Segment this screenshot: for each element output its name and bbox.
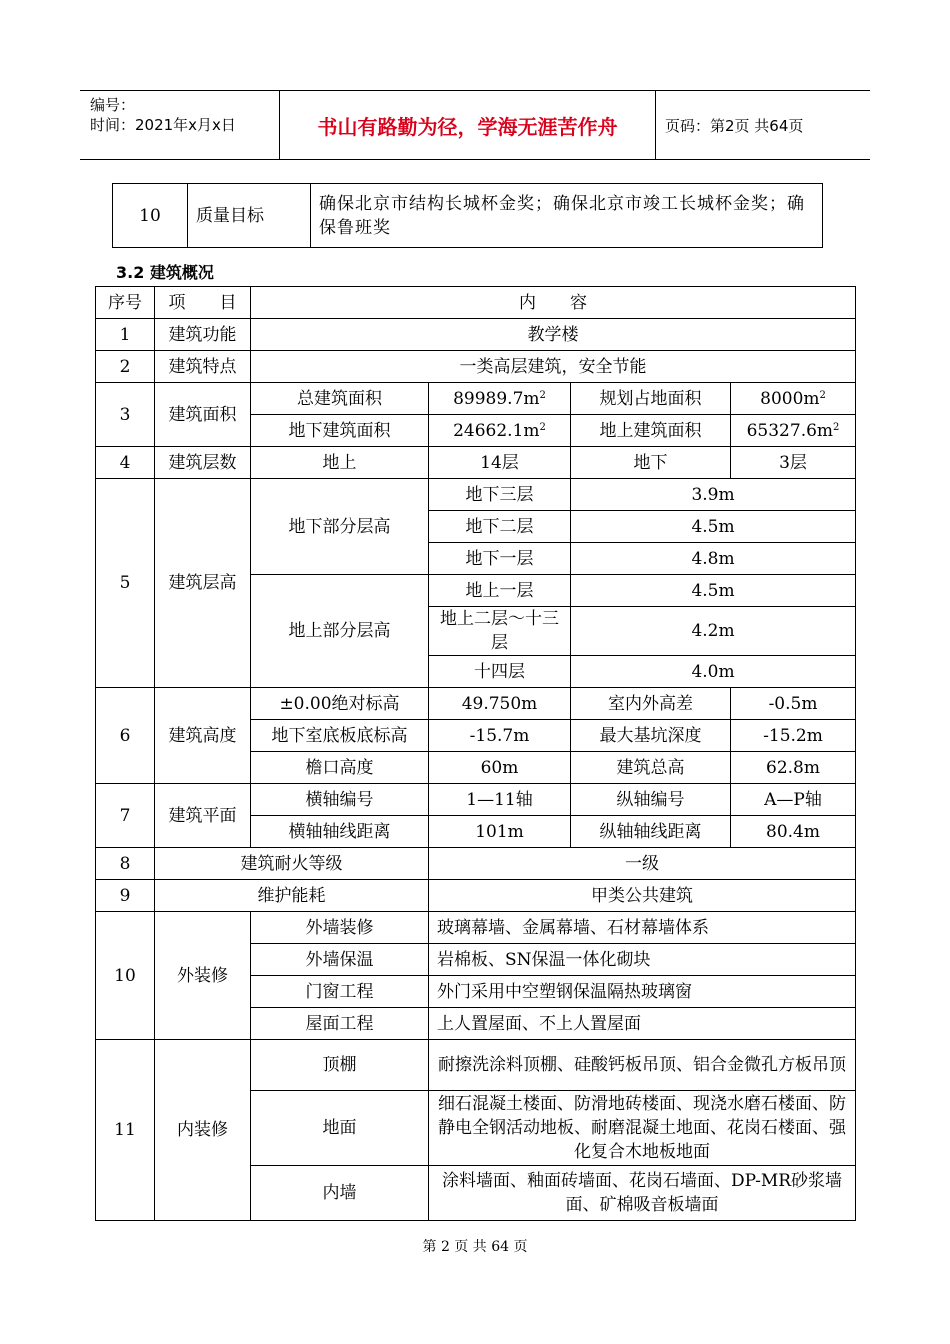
floor-label: 地上一层 [429, 575, 571, 607]
floor-height: 4.0m [571, 656, 856, 688]
header-page-label: 页码：第2页 共64页 [665, 116, 804, 135]
cell-value: 80.4m [731, 816, 856, 848]
row-number: 3 [96, 383, 155, 447]
cell-label: 纵轴编号 [571, 784, 731, 816]
floor-height: 3.9m [571, 479, 856, 511]
cell-value: 14层 [429, 447, 571, 479]
floor-label: 地下一层 [429, 543, 571, 575]
row-value: 教学楼 [251, 319, 856, 351]
row-value: 一级 [429, 848, 856, 880]
cell-label: ±0.00绝对标高 [251, 688, 429, 720]
time-label: 时间：2021年x月x日 [90, 116, 236, 134]
cell-value: -15.2m [731, 720, 856, 752]
cell-value: 62.8m [731, 752, 856, 784]
cell-label: 建筑总高 [571, 752, 731, 784]
row-number: 7 [96, 784, 155, 848]
row-number: 6 [96, 688, 155, 784]
table-row [96, 912, 856, 944]
cell-value: -15.7m [429, 720, 571, 752]
cell-label: 地上建筑面积 [571, 415, 731, 447]
sub-value: 岩棉板、SN保温一体化砌块 [429, 944, 856, 976]
floor-label: 十四层 [429, 656, 571, 688]
row-value: 甲类公共建筑 [429, 880, 856, 912]
sub-value: 玻璃幕墙、金属幕墙、石材幕墙体系 [429, 912, 856, 944]
cell-value: $8000m^2$ [731, 383, 856, 415]
cell-value: 3层 [731, 447, 856, 479]
cell-label: 檐口高度 [251, 752, 429, 784]
cell-label: 横轴编号 [251, 784, 429, 816]
floor-height: 4.5m [571, 575, 856, 607]
row-content: 确保北京市结构长城杯金奖；确保北京市竣工长城杯金奖；确保鲁班奖 [311, 184, 823, 248]
sub-item: 内墙 [251, 1166, 429, 1221]
cell-group-label: 地下部分层高 [251, 479, 429, 575]
cell-label: 地下 [571, 447, 731, 479]
sub-item: 顶棚 [251, 1040, 429, 1091]
row-item: 内装修 [155, 1040, 251, 1221]
table-row [96, 319, 856, 351]
cell-value: $65327.6m^2$ [731, 415, 856, 447]
cell-label: 纵轴轴线距离 [571, 816, 731, 848]
sub-value: 涂料墙面、釉面砖墙面、花岗石墙面、DP-MR砂浆墙面、矿棉吸音板墙面 [429, 1166, 856, 1221]
cell-value: 101m [429, 816, 571, 848]
cell-label: 地下建筑面积 [251, 415, 429, 447]
page-header [80, 90, 870, 160]
cell-value: 60m [429, 752, 571, 784]
row-item: 建筑高度 [155, 688, 251, 784]
cell-value: $89989.7m^2$ [429, 383, 571, 415]
row-item: 建筑功能 [155, 319, 251, 351]
row-item: 建筑耐火等级 [155, 848, 429, 880]
row-item: 质量目标 [188, 184, 311, 248]
sub-value: 细石混凝土楼面、防滑地砖楼面、现浇水磨石楼面、防静电全钢活动地板、耐磨混凝土地面、花岗石楼面、强化复合木地板地面 [429, 1091, 856, 1166]
header-meta [80, 91, 280, 159]
table-row [96, 383, 856, 415]
header-item: 项 目 [155, 287, 251, 319]
sub-item: 屋面工程 [251, 1008, 429, 1040]
row-number: 5 [96, 479, 155, 688]
row-number: 10 [96, 912, 155, 1040]
floor-label: 地下二层 [429, 511, 571, 543]
row-number: 9 [96, 880, 155, 912]
row-item: 建筑层高 [155, 479, 251, 688]
floor-label: 地下三层 [429, 479, 571, 511]
table-row [96, 1040, 856, 1091]
row-number: 4 [96, 447, 155, 479]
cell-value: $24662.1m^2$ [429, 415, 571, 447]
row-number: 2 [96, 351, 155, 383]
quality-goal-table [112, 183, 823, 248]
cell-value: 1—11轴 [429, 784, 571, 816]
row-number: 8 [96, 848, 155, 880]
row-item: 建筑特点 [155, 351, 251, 383]
number-label: 编号： [90, 96, 136, 114]
floor-label: 地上二层～十三层 [429, 607, 571, 656]
table-row [96, 351, 856, 383]
floor-height: 4.5m [571, 511, 856, 543]
sub-item: 外墙装修 [251, 912, 429, 944]
sub-value: 耐擦洗涂料顶棚、硅酸钙板吊顶、铝合金微孔方板吊顶 [429, 1040, 856, 1091]
table-row [96, 479, 856, 511]
header-motto: 书山有路勤为径，学海无涯苦作舟 [280, 91, 656, 159]
row-number: 1 [96, 319, 155, 351]
floor-height: 4.2m [571, 607, 856, 656]
row-item: 建筑面积 [155, 383, 251, 447]
cell-label: 横轴轴线距离 [251, 816, 429, 848]
row-item: 维护能耗 [155, 880, 429, 912]
row-item: 建筑平面 [155, 784, 251, 848]
sub-item: 门窗工程 [251, 976, 429, 1008]
row-number: 10 [113, 184, 188, 248]
table-row [96, 688, 856, 720]
section-title: 3.2 建筑概况 [116, 263, 214, 282]
cell-label: 规划占地面积 [571, 383, 731, 415]
header-content: 内 容 [251, 287, 856, 319]
table-row [96, 880, 856, 912]
table-row [96, 848, 856, 880]
header-no: 序号 [96, 287, 155, 319]
cell-label: 地上 [251, 447, 429, 479]
row-item: 建筑层数 [155, 447, 251, 479]
row-number: 11 [96, 1040, 155, 1221]
cell-label: 室内外高差 [571, 688, 731, 720]
table-row [113, 184, 823, 248]
cell-group-label: 地上部分层高 [251, 575, 429, 688]
table-row [96, 784, 856, 816]
cell-label: 总建筑面积 [251, 383, 429, 415]
cell-value: A—P轴 [731, 784, 856, 816]
cell-value: 49.750m [429, 688, 571, 720]
table-row [96, 447, 856, 479]
building-overview-table [95, 286, 856, 1221]
table-header-row [96, 287, 856, 319]
cell-label: 最大基坑深度 [571, 720, 731, 752]
sub-item: 外墙保温 [251, 944, 429, 976]
floor-height: 4.8m [571, 543, 856, 575]
sub-value: 外门采用中空塑钢保温隔热玻璃窗 [429, 976, 856, 1008]
sub-item: 地面 [251, 1091, 429, 1166]
row-item: 外装修 [155, 912, 251, 1040]
page-footer: 第 2 页 共 64 页 [422, 1239, 528, 1255]
cell-label: 地下室底板底标高 [251, 720, 429, 752]
row-value: 一类高层建筑，安全节能 [251, 351, 856, 383]
sub-value: 上人置屋面、不上人置屋面 [429, 1008, 856, 1040]
cell-value: -0.5m [731, 688, 856, 720]
